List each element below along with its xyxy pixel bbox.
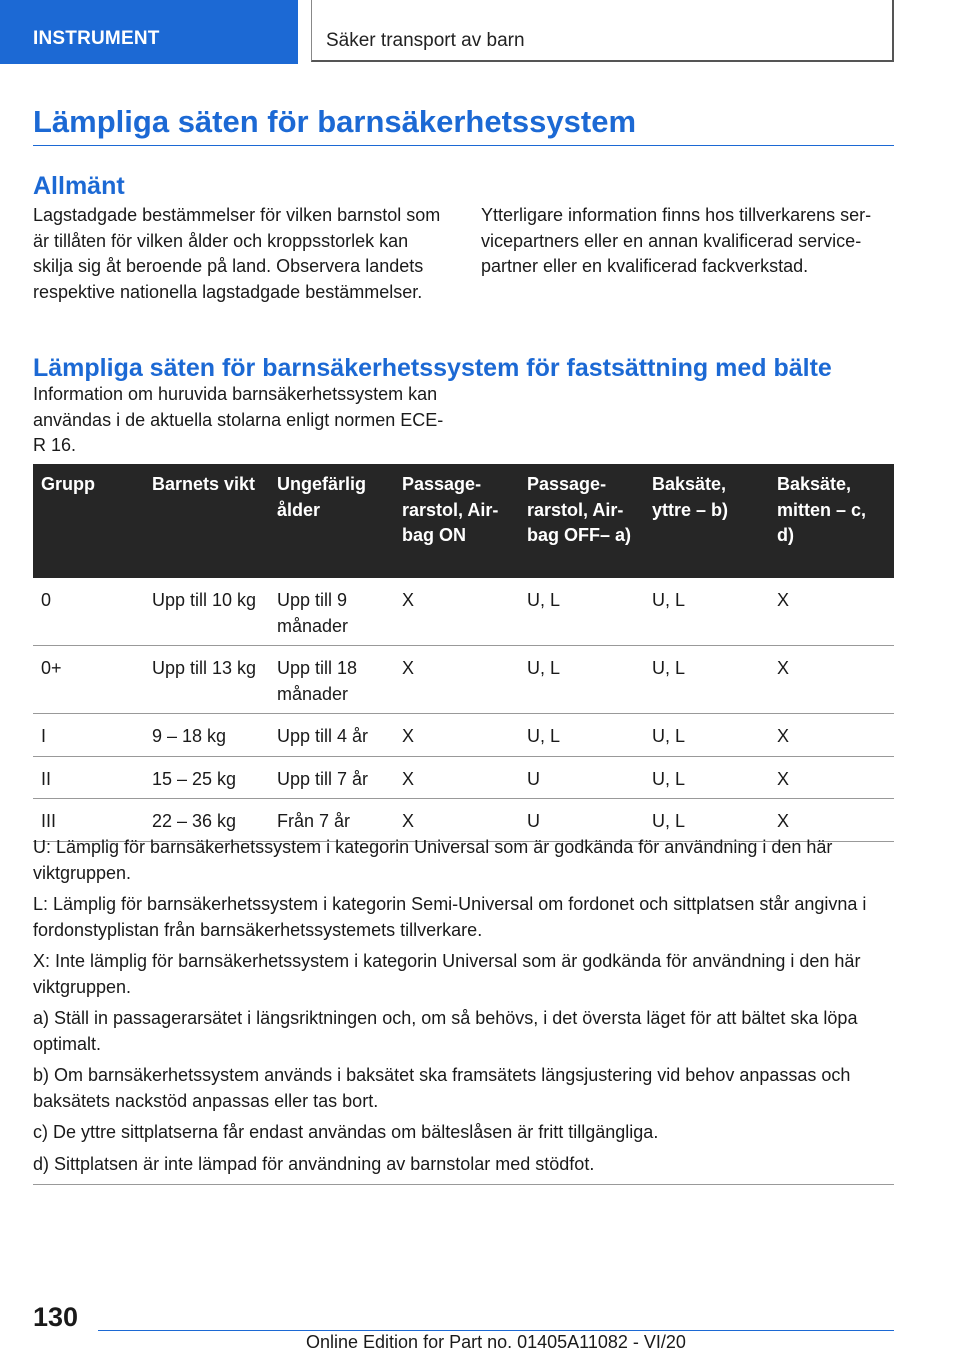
page-number: 130 — [33, 1302, 79, 1332]
footer-edition: Online Edition for Part no. 01405A11082 - VI/20 — [306, 1332, 686, 1352]
table-header-cell: Ungefärlig ålder — [269, 464, 394, 578]
general-heading: Allmänt — [33, 172, 125, 200]
table-cell: U, L — [519, 578, 644, 646]
table-cell: X — [394, 714, 519, 757]
table-cell: U, L — [519, 646, 644, 714]
table-cell: Upp till 10 kg — [144, 578, 269, 646]
belt-section-intro: Information om huruvida barnsäkerhetssystem kan användas i de aktuella stolarna enligt normen ECE-R 16. — [33, 384, 444, 455]
table-cell: X — [769, 799, 894, 842]
table-notes — [33, 835, 894, 1183]
note-u: U: Lämplig för barnsäkerhetssystem i kategorin Universal som är godkända för användning i den här viktgruppen. — [33, 837, 833, 883]
table-cell: 0+ — [33, 646, 144, 714]
table-cell: 0 — [33, 578, 144, 646]
table-header-cell: Baksäte, mitten – c, d) — [769, 464, 894, 578]
general-text-left: Lagstadgade bestämmelser för vilken barnstol som är tillåten för vilken ålder och kroppsstorlek kan skilja sig åt beroende på land. Observera landets respektive nationella lagstadgade bestämmelser. — [33, 205, 441, 302]
table-cell: Upp till 18 månader — [269, 646, 394, 714]
footer-divider — [98, 1330, 894, 1331]
table-cell: Från 7 år — [269, 799, 394, 842]
table-cell: U — [519, 756, 644, 799]
table-row — [33, 756, 894, 799]
table-cell: 9 – 18 kg — [144, 714, 269, 757]
table-cell: X — [394, 756, 519, 799]
table-cell: Upp till 13 kg — [144, 646, 269, 714]
table-cell: U, L — [644, 799, 769, 842]
table-cell: U, L — [644, 714, 769, 757]
note-d: d) Sittplatsen är inte lämpad för användning av barnstolar med stödfot. — [33, 1153, 595, 1174]
table-cell: Upp till 4 år — [269, 714, 394, 757]
table-cell: X — [394, 799, 519, 842]
page-title: Lämpliga säten för barnsäkerhetssystem — [33, 104, 637, 139]
general-text-right: Ytterligare information finns hos tillverkarens servicepartners eller en annan kvalificerad servicepartner eller en kvalificerad fackverkstad. — [481, 205, 872, 276]
header-chapter-label: Säker transport av barn — [326, 30, 525, 51]
header-chapter-box — [311, 0, 894, 62]
table-header-cell: Barnets vikt — [144, 464, 269, 578]
note-a: a) Ställ in passagerarsätet i längsriktningen och, om så behövs, i det översta läget för att bältet ska löpa optimalt. — [33, 1008, 858, 1054]
belt-section-heading: Lämpliga säten för barnsäkerhetssystem för fastsättning med bälte — [33, 354, 832, 382]
table-cell: X — [769, 756, 894, 799]
table-row — [33, 578, 894, 646]
table-cell: 22 – 36 kg — [144, 799, 269, 842]
table-cell: 15 – 25 kg — [144, 756, 269, 799]
note-c: c) De yttre sittplatserna får endast användas om bälteslåsen är fritt tillgängliga. — [33, 1122, 659, 1142]
table-row — [33, 714, 894, 757]
table-cell: U, L — [644, 756, 769, 799]
table-header-cell: Baksäte, yttre – b) — [644, 464, 769, 578]
table-cell: U, L — [644, 646, 769, 714]
header-section-tab — [0, 0, 298, 64]
table-header-cell: Passagerarstol, Airbag ON — [394, 464, 519, 578]
table-cell: U, L — [519, 714, 644, 757]
table-cell: U, L — [644, 578, 769, 646]
table-cell: Upp till 7 år — [269, 756, 394, 799]
note-l: L: Lämplig för barnsäkerhetssystem i kategorin Semi-Universal om fordonet och sittplatsen står angivna i fordonstyplistan från barnsäkerhetssystemets tillverkare. — [33, 894, 867, 940]
table-header-row — [33, 464, 894, 578]
table-header-cell: Passagerarstol, Airbag OFF– a) — [519, 464, 644, 578]
header-section-label: INSTRUMENT — [33, 28, 160, 49]
table-cell: X — [394, 646, 519, 714]
table-cell: III — [33, 799, 144, 842]
table-cell: X — [769, 646, 894, 714]
table-header-cell: Grupp — [33, 464, 144, 578]
note-x: X: Inte lämplig för barnsäkerhetssystem i kategorin Universal som är godkända för användning i den här viktgruppen. — [33, 951, 861, 997]
note-b: b) Om barnsäkerhetssystem används i baksätet ska framsätets längsjustering vid behov anpassas och baksätets nackstöd anpassas eller tas bort. — [33, 1065, 851, 1111]
title-divider — [33, 145, 894, 146]
table-cell: X — [769, 578, 894, 646]
table-cell: Upp till 9 månader — [269, 578, 394, 646]
table-cell: X — [394, 578, 519, 646]
table-cell: II — [33, 756, 144, 799]
table-row — [33, 646, 894, 714]
notes-divider — [33, 1184, 894, 1185]
table-cell: X — [769, 714, 894, 757]
table-cell: U — [519, 799, 644, 842]
child-seat-table — [33, 464, 894, 842]
table-cell: I — [33, 714, 144, 757]
